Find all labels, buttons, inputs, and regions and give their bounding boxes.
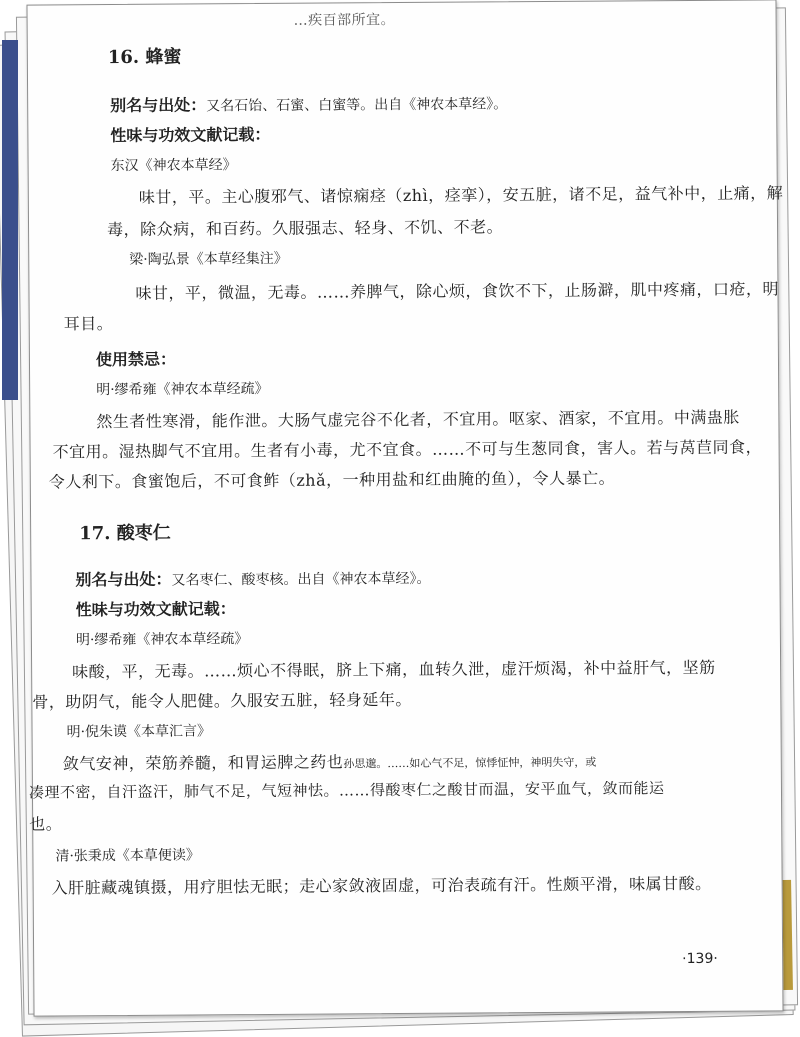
taboo-label: 使用禁忌： [95, 349, 177, 370]
lit-label-16: 性味与功效文献记载： [110, 124, 271, 146]
source-text-line: 毒，除众病，和百药。久服强志、轻身、不饥、不老。 [106, 217, 504, 240]
top-fragment-text: …疾百部所宜。 [293, 12, 396, 29]
source-name: 东汉《神农本草经》 [110, 157, 237, 175]
source-name: 明·倪朱谟《本草汇言》 [66, 723, 212, 741]
source-text-line: 味甘，平，微温，无毒。……养脾气，除心烦，食饮不下，止肠澼，肌中疼痛，口疮，明 [135, 279, 780, 303]
page-number: ·139· [682, 950, 718, 968]
source-text-segment: 敛气安神，荣筋养髓，和胃运脾之药也 [62, 752, 344, 774]
alias-line-16 [110, 90, 507, 116]
source-name: 明·缪希雍《神农本草经疏》 [75, 631, 249, 649]
entry-title-16: 16. 蜂蜜 [107, 46, 182, 69]
taboo-text-line: 不宜用。湿热脚气不宜用。生者有小毒，尤不宜食。……不可与生葱同食，害人。若与莴苣同食， [52, 437, 763, 462]
source-text-line: 味甘，平。主心腹邪气、诸惊痫痉（zhì，痉挛），安五脏，诸不足，益气补中，止痛，解 [138, 183, 784, 207]
source-text-line: 味酸，平，无毒。……烦心不得眠，脐上下痛，血转久泄，虚汗烦渴，补中益肝气，坚筋 [72, 657, 716, 682]
taboo-source-name: 明·缪希雍《神农本草经疏》 [96, 380, 269, 399]
source-name: 清·张秉成《本草便读》 [55, 847, 200, 865]
alias-text: 又名枣仁、酸枣核。出自《神农本草经》。 [171, 570, 431, 589]
source-name: 梁·陶弘景《本草经集注》 [129, 250, 288, 268]
lit-label-17: 性味与功效文献记载： [75, 599, 236, 620]
inline-note: 孙思邈。……如心气不足，惊悸怔忡，神明失守，或 [343, 755, 597, 771]
source-text-line: 耳目。 [63, 314, 114, 334]
alias-label: 别名与出处： [75, 569, 172, 590]
book-page [26, 0, 783, 1017]
source-text-line: 凑理不密，自汗盗汗，肺气不足，气短神怯。……得酸枣仁之酸甘而温，安平血气，敛而能运 [28, 779, 665, 802]
entry-title-17: 17. 酸枣仁 [79, 522, 171, 545]
alias-text: 又名石饴、石蜜、白蜜等。出自《神农本草经》。 [206, 96, 508, 115]
alias-line-17 [75, 565, 430, 590]
source-text-line: 骨，助阴气，能令人肥健。久服安五脏，轻身延年。 [32, 689, 412, 712]
book-cover-edge [2, 40, 18, 400]
alias-label: 别名与出处： [110, 95, 207, 116]
source-text-line: 入肝脏藏魂镇摄，用疗胆怯无眠；走心家敛液固虚，可治表疏有汗。性颇平滑，味属甘酸。 [51, 873, 712, 898]
source-text-line [63, 748, 597, 775]
source-text-line: 也。 [29, 814, 63, 834]
taboo-text-line: 然生者性寒滑，能作泄。大肠气虚完谷不化者，不宜用。呕家、酒家，不宜用。中满蛊胀 [96, 407, 740, 432]
taboo-text-line: 令人利下。食蜜饱后，不可食鲊（zhǎ，一种用盐和红曲腌的鱼），令人暴亡。 [48, 468, 616, 492]
